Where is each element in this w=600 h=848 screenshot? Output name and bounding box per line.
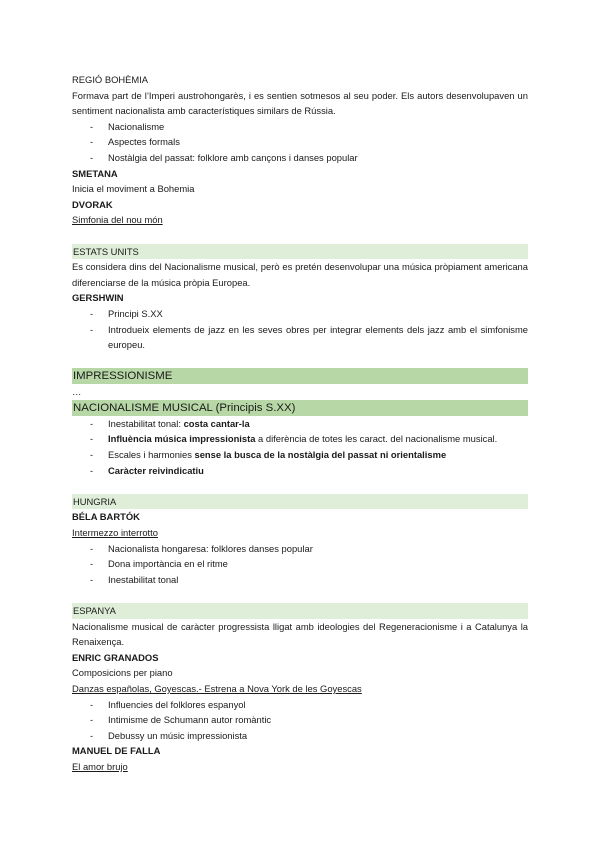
smetana-text: Inicia el moviment a Bohemia (72, 183, 195, 195)
granados-works: Danzas españolas, Goyescas.- Estrena a Nova York de les Goyescas (72, 682, 362, 694)
list-item: - Caràcter reivindicatiu (90, 464, 204, 476)
composer-dvorak: DVORAK (72, 198, 113, 210)
section-heading-usa: ESTATS UNITS (72, 244, 528, 260)
list-item: - Inestabilitat tonal: costa cantar-la (90, 417, 250, 429)
section-heading-hungria: HUNGRIA (72, 494, 528, 510)
list-hungria (72, 541, 528, 588)
granados-text: Composicions per piano (72, 667, 173, 679)
list-item: - Dona importància en el ritme (90, 558, 228, 570)
impressionisme-text: … (72, 386, 82, 398)
section-heading-espanya: ESPANYA (72, 603, 528, 619)
list-item: - Inestabilitat tonal (90, 573, 179, 585)
list-item: - Aspectes formals (90, 136, 180, 148)
list-item: - Nacionalista hongaresa: folklores danses popular (90, 542, 313, 554)
list-item: - Influencies del folklores espanyol (90, 698, 246, 710)
paragraph-bohemia: Formava part de l’Imperi austrohongarès, i es sentien sotmesos al seu poder. Els autors desenvolupaven un sentiment nacionalista amb característiques similars de Rússia. (72, 89, 528, 117)
composer-gershwin: GERSHWIN (72, 292, 124, 304)
list-usa (72, 306, 528, 353)
list-item: - Introdueix elements de jazz en les seves obres per integrar elements dels jazz amb el simfonisme europeu. (90, 323, 528, 351)
list-item: - Principi S.XX (90, 307, 163, 319)
composer-granados: ENRIC GRANADOS (72, 651, 159, 663)
list-item: - Nostàlgia del passat: folklore amb cançons i danses popular (90, 151, 358, 163)
composer-bartok: BÉLA BARTÓK (72, 511, 140, 523)
bartok-work: Intermezzo interrotto (72, 527, 158, 539)
paragraph-espanya: Nacionalisme musical de caràcter progressista lligat amb ideologies del Regeneracionisme i a Catalunya la Renaixença. (72, 620, 528, 648)
list-nacionalisme (72, 416, 528, 478)
list-item: - Escales i harmonies sense la busca de la nostàlgia del passat ni orientalisme (90, 449, 447, 461)
section-heading-impressionisme: IMPRESSIONISME (72, 368, 528, 384)
list-espanya (72, 697, 528, 744)
list-item: - Nacionalisme (90, 120, 165, 132)
composer-smetana: SMETANA (72, 167, 118, 179)
section-heading-bohemia: REGIÓ BOHÈMIA (72, 74, 149, 85)
list-bohemia (72, 119, 528, 166)
dvorak-work: Simfonia del nou món (72, 214, 163, 226)
list-item: - Debussy un músic impressionista (90, 729, 248, 741)
document-body (72, 72, 528, 775)
composer-falla: MANUEL DE FALLA (72, 745, 161, 757)
list-item: - Influència música impressionista a diferència de totes les caract. del nacionalisme musical. (90, 433, 498, 445)
falla-work: El amor brujo (72, 760, 128, 772)
list-item: - Intimisme de Schumann autor romàntic (90, 714, 272, 726)
paragraph-usa: Es considera dins del Nacionalisme musical, però es pretén desenvolupar una música pròpiament americana diferenciarse de la música pròpia Europea. (72, 261, 528, 288)
section-heading-nacionalisme: NACIONALISME MUSICAL (Principis S.XX) (72, 400, 528, 416)
